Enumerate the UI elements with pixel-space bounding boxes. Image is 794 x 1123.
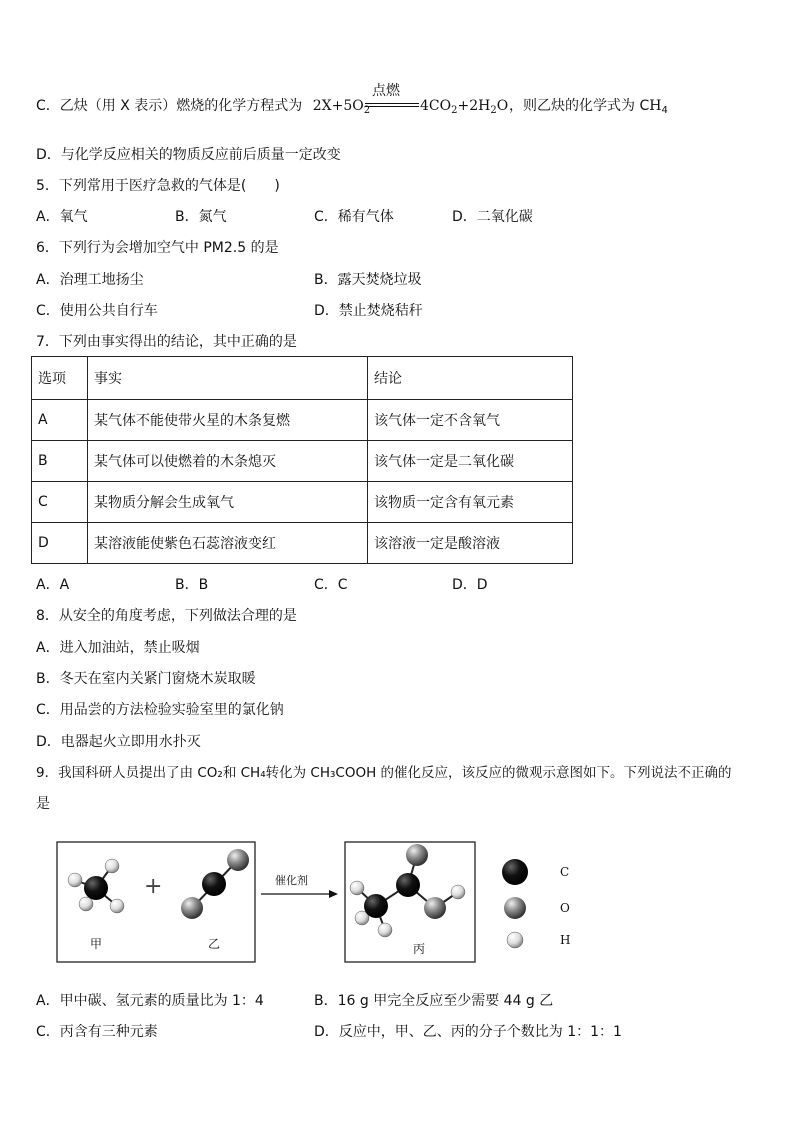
table-header-cell: 事实 (88, 357, 368, 400)
table-cell: 该物质一定含有氧元素 (368, 482, 573, 523)
table-header-cell: 选项 (32, 357, 88, 400)
oxygen-atom (406, 844, 428, 866)
table-cell: 该气体一定是二氧化碳 (368, 441, 573, 482)
table-cell: 某气体可以使燃着的木条熄灭 (88, 441, 368, 482)
oxygen-atom (424, 897, 446, 919)
q5-option-a[interactable]: A．氧气 (36, 209, 88, 225)
q9-option-d[interactable]: D．反应中，甲、乙、丙的分子个数比为 1：1：1 (314, 1024, 622, 1040)
hydrogen-atom (79, 897, 93, 911)
q4-option-d: D．与化学反应相关的物质反应前后质量一定改变 (36, 147, 341, 163)
legend-oxygen-icon (504, 897, 526, 919)
hydrogen-atom (378, 923, 392, 937)
carbon-atom (84, 876, 108, 900)
table-cell: D (32, 523, 88, 564)
q4-option-c-prefix: C．乙炔（用 X 表示）燃烧的化学方程式为 (36, 98, 303, 114)
hydrogen-atom (350, 881, 364, 895)
q7-option-d[interactable]: D．D (452, 577, 488, 593)
table-cell: 该气体一定不含氧气 (368, 400, 573, 441)
q5-option-b[interactable]: B．氮气 (175, 209, 227, 225)
legend-label-c: C (560, 865, 570, 879)
table-row (32, 482, 573, 523)
legend-hydrogen-icon (507, 932, 523, 948)
q6-stem: 6．下列行为会增加空气中 PM2.5 的是 (36, 240, 279, 256)
q7-option-b[interactable]: B．B (175, 577, 209, 593)
carbon-atom (396, 873, 420, 897)
table-header-row (32, 357, 573, 400)
q8-option-b[interactable]: B．冬天在室内关紧门窗烧木炭取暖 (36, 671, 256, 687)
reaction-condition-label: 点燃 (372, 83, 400, 99)
q8-option-a[interactable]: A．进入加油站，禁止吸烟 (36, 640, 200, 656)
catalyst-label: 催化剂 (275, 874, 308, 887)
table-cell: C (32, 482, 88, 523)
carbon-atom (364, 894, 388, 918)
equation-products: $4CO_2+2H_2O$ (420, 98, 509, 116)
label-bing: 丙 (413, 942, 426, 956)
q9-stem-line2: 是 (36, 796, 50, 812)
q6-option-a[interactable]: A．治理工地扬尘 (36, 272, 144, 288)
q7-stem: 7．下列由事实得出的结论，其中正确的是 (36, 334, 297, 350)
hydrogen-atom (105, 859, 119, 873)
oxygen-atom (227, 849, 249, 871)
table-row (32, 523, 573, 564)
q6-option-c[interactable]: C．使用公共自行车 (36, 303, 158, 319)
legend-label-o: O (560, 901, 570, 915)
q8-option-d[interactable]: D．电器起火立即用水扑灭 (36, 734, 201, 750)
q8-stem: 8．从安全的角度考虑，下列做法合理的是 (36, 608, 297, 624)
table-cell: 该溶液一定是酸溶液 (368, 523, 573, 564)
table-header-cell: 结论 (368, 357, 573, 400)
carbon-atom (202, 872, 226, 896)
label-jia: 甲 (90, 937, 103, 951)
table-cell: A (32, 400, 88, 441)
table-row (32, 441, 573, 482)
equation-arrow-line (365, 103, 419, 107)
q5-option-d[interactable]: D．二氧化碳 (452, 209, 533, 225)
q9-option-a[interactable]: A．甲中碳、氢元素的质量比为 1：4 (36, 993, 264, 1009)
q8-option-c[interactable]: C．用品尝的方法检验实验室里的氯化钠 (36, 702, 284, 718)
hydrogen-atom (110, 899, 124, 913)
arrow-head-icon (329, 890, 338, 898)
q5-stem: 5．下列常用于医疗急救的气体是( ) (36, 178, 280, 194)
table-cell: 某溶液能使紫色石蕊溶液变红 (88, 523, 368, 564)
atom-legend (502, 859, 570, 948)
combustion-equation: $2X+5O_2$ (312, 98, 371, 116)
q7-table (31, 356, 573, 564)
hydrogen-atom (451, 885, 465, 899)
table-cell: 某物质分解会生成氧气 (88, 482, 368, 523)
table-row (32, 400, 573, 441)
q9-stem-line1: 9．我国科研人员提出了由 CO₂和 CH₄转化为 CH₃COOH 的催化反应，该反应的微观示意图如下。下列说法不正确的 (36, 765, 732, 781)
reaction-diagram (0, 830, 794, 970)
q5-option-c[interactable]: C．稀有气体 (314, 209, 394, 225)
table-cell: 某气体不能使带火星的木条复燃 (88, 400, 368, 441)
oxygen-atom (181, 897, 203, 919)
q9-option-c[interactable]: C．丙含有三种元素 (36, 1024, 158, 1040)
q7-option-c[interactable]: C．C (314, 577, 348, 593)
q9-option-b[interactable]: B．16 g 甲完全反应至少需要 44 g 乙 (314, 993, 554, 1009)
q6-option-b[interactable]: B．露天焚烧垃圾 (314, 272, 422, 288)
reaction-condition (372, 82, 400, 100)
plus-sign: + (144, 874, 163, 899)
label-yi: 乙 (208, 937, 221, 951)
q7-option-a[interactable]: A．A (36, 577, 70, 593)
q4-option-c-suffix-wrap (509, 97, 668, 115)
table-cell: B (32, 441, 88, 482)
hydrogen-atom (68, 873, 82, 887)
q4-option-c (36, 97, 370, 115)
legend-carbon-icon (502, 859, 528, 885)
h-symbol: H (649, 98, 662, 114)
q6-option-d[interactable]: D．禁止焚烧秸秆 (314, 303, 423, 319)
h-subscript: 4 (661, 105, 668, 116)
q4-option-c-suffix: ，则乙炔的化学式为 C (509, 98, 650, 114)
legend-label-h: H (560, 933, 571, 947)
